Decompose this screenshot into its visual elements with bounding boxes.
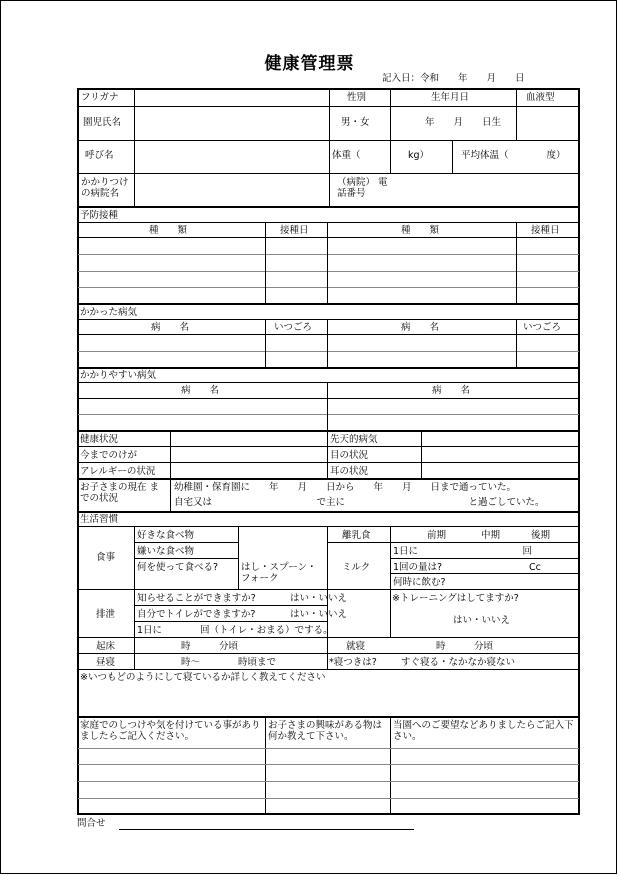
- training-question: ※トレーニングはしてますか?: [392, 593, 519, 604]
- birthdate-value: 年 月 日生: [425, 117, 502, 128]
- injuries-label: 今までのけが: [80, 450, 138, 461]
- request-note: 当園へのご要望などありましたらご記入下さい。: [393, 720, 574, 742]
- current-status-line-1: 幼稚園・保育園に 年 月 日から 年 月 日まで通っていた。: [174, 482, 517, 493]
- vaccine-date-header-1: 接種日: [280, 225, 309, 236]
- sleep-onset-options: すぐ寝る・なかなか寝ない: [401, 657, 516, 668]
- weaning-late: 後期: [531, 530, 551, 541]
- weaning-middle: 中期: [481, 530, 501, 541]
- gender-label: 性別: [347, 92, 367, 103]
- hospital-phone-label: （病院） 電話番号: [337, 177, 388, 199]
- congenital-label: 先天的病気: [330, 434, 378, 445]
- prone-illness-name-header-2: 病 名: [432, 385, 471, 396]
- nickname-label: 呼び名: [85, 150, 114, 161]
- milk-amount: 1回の量は?: [393, 562, 443, 573]
- past-illness-when-header-1: いつごろ: [274, 322, 313, 333]
- vaccine-type-header-1: 種 類: [149, 225, 188, 236]
- bedtime-label: 就寝: [346, 641, 366, 652]
- milk-times: 1日に 回: [393, 546, 533, 557]
- wake-label: 起床: [96, 641, 116, 652]
- weaning-label: 離乳食: [342, 530, 371, 541]
- sleep-detail-note: ※いつもどのようにして寝ているか詳しく教えてください: [80, 672, 326, 683]
- likes-label: 好きな食べ物: [137, 530, 195, 541]
- body-temp-label: 平均体温（ 度）: [461, 150, 566, 161]
- tell-options: はい・いいえ: [290, 593, 348, 604]
- interest-note: お子さまの興味がある物は何か教えて下さい。: [268, 720, 383, 742]
- inquiry-label: 問合せ: [77, 818, 106, 829]
- tell-question: 知らせることができますか?: [137, 593, 256, 604]
- utensil-question: 何を使って食べる?: [137, 562, 219, 573]
- nap-time: 時〜 時頃まで: [181, 657, 277, 668]
- habits-section: 生活習慣: [80, 514, 119, 525]
- toilet-options: はい・いいえ: [290, 609, 348, 620]
- birthdate-label: 生年月日: [431, 92, 470, 103]
- hospital-label: かかりつけ の病院名: [81, 177, 129, 199]
- past-illness-when-header-2: いつごろ: [523, 322, 562, 333]
- eyes-label: 目の状況: [330, 450, 369, 461]
- vaccine-date-header-2: 接種日: [531, 225, 560, 236]
- date-line: 記入日：令和 年 月 日: [382, 73, 525, 84]
- sleep-onset-question: *寝つきは?: [329, 657, 377, 668]
- page-title: 健康管理票: [264, 54, 355, 74]
- toilet-per-day: 1日に 回（トイレ・おまる）でする。: [137, 625, 333, 636]
- ears-label: 耳の状況: [330, 466, 369, 477]
- nap-label: 昼寝: [96, 657, 116, 668]
- bedtime-value: 時 分頃: [436, 641, 494, 652]
- toilet-question: 自分でトイレができますか?: [137, 609, 256, 620]
- weaning-early: 前期: [427, 530, 447, 541]
- past-illness-name-header-2: 病 名: [401, 322, 440, 333]
- allergy-label: アレルギーの状況: [80, 466, 156, 477]
- child-name-label: 園児氏名: [83, 117, 122, 128]
- gender-options: 男・女: [341, 117, 370, 128]
- excretion-label: 排泄: [96, 609, 116, 620]
- current-status-label: お子さまの現在 までの状況: [80, 482, 160, 504]
- furigana-label: フリガナ: [81, 92, 119, 103]
- prone-illness-name-header-1: 病 名: [181, 385, 220, 396]
- weight-label: 体重（ kg）: [332, 150, 430, 161]
- prone-illness-section: かかりやすい病気: [80, 370, 157, 381]
- dislikes-label: 嫌いな食べ物: [137, 546, 195, 557]
- meal-label: 食事: [96, 552, 116, 563]
- milk-label: ミルク: [342, 562, 371, 573]
- discipline-note: 家庭でのしつけや気を付けている事がありましたらご記入ください。: [80, 720, 261, 742]
- utensil-options: はし・スプーン・ フォーク: [241, 562, 317, 584]
- past-illness-section: かかった病気: [80, 307, 138, 318]
- vaccination-section: 予防接種: [80, 210, 119, 221]
- health-status-label: 健康状況: [80, 434, 119, 445]
- blood-type-label: 血液型: [526, 92, 555, 103]
- inquiry-line[interactable]: [119, 829, 414, 830]
- wake-time: 時 分頃: [181, 641, 239, 652]
- vaccine-type-header-2: 種 類: [401, 225, 440, 236]
- milk-unit: Cc: [529, 562, 541, 573]
- past-illness-name-header-1: 病 名: [151, 322, 190, 333]
- training-options: はい・いいえ: [453, 615, 511, 626]
- current-status-line-2: 自宅又は で主に と過ごしていた。: [174, 497, 545, 508]
- milk-when: 何時に飲む?: [393, 577, 446, 588]
